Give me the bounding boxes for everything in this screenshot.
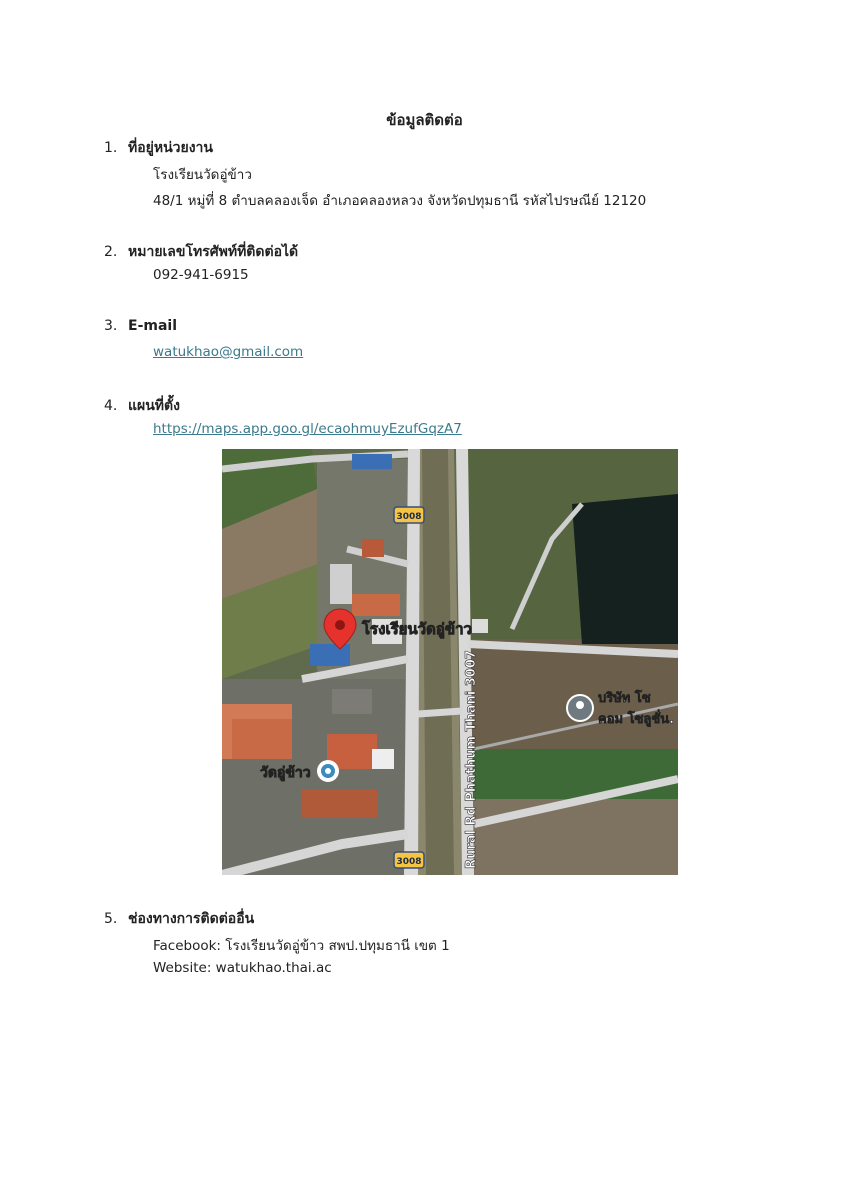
building-roof xyxy=(472,619,488,633)
route-badge xyxy=(394,852,424,868)
section-title: ที่อยู่หน่วยงาน xyxy=(128,140,213,156)
field-area xyxy=(467,749,678,799)
side-road xyxy=(418,711,462,714)
section-title: แผนที่ตั้ง xyxy=(128,398,180,414)
route-badge xyxy=(394,507,424,523)
pond xyxy=(572,494,678,644)
building-roof xyxy=(302,789,377,817)
route-badge-text: 3008 xyxy=(396,512,422,522)
route-badge-text: 3008 xyxy=(396,857,422,867)
section-heading-map xyxy=(104,395,180,417)
temple-map-label: วัดอู่ข้าว xyxy=(260,765,311,781)
building-roof xyxy=(310,644,350,666)
building-roof xyxy=(232,719,292,759)
section-title: E-mail xyxy=(128,318,178,334)
company-map-label: บริษัท โซ xyxy=(598,691,651,706)
phone-number: 092-941-6915 xyxy=(153,267,249,283)
temple-icon xyxy=(317,760,339,782)
satellite-map-image xyxy=(222,449,678,875)
building-roof xyxy=(332,689,372,714)
section-number: 4. xyxy=(104,398,118,414)
building-roof xyxy=(352,594,400,616)
school-map-label: โรงเรียนวัดอู่ข้าว xyxy=(362,620,472,638)
building-roof xyxy=(362,539,384,557)
section-number: 1. xyxy=(104,140,118,156)
company-map-label: คอม โซลูชั่น. xyxy=(598,712,675,727)
building-roof xyxy=(372,749,394,769)
place-pin-icon xyxy=(567,695,593,721)
website-line: Website: watukhao.thai.ac xyxy=(153,960,332,976)
section-number: 3. xyxy=(104,318,118,334)
school-address: 48/1 หมู่ที่ 8 ตำบลคลองเจ็ด อำเภอคลองหลวง จังหวัดปทุมธานี รหัสไปรษณีย์ 12120 xyxy=(153,193,647,209)
section-heading-email xyxy=(104,318,177,334)
map-graphic xyxy=(222,449,678,875)
section-heading-phone xyxy=(104,241,298,263)
section-heading-other-channels xyxy=(104,908,254,930)
section-title: ช่องทางการติดต่ออื่น xyxy=(128,911,255,927)
page-title: ข้อมูลติดต่อ xyxy=(386,111,463,129)
section-number: 2. xyxy=(104,244,118,260)
email-link[interactable]: watukhao@gmail.com xyxy=(153,344,304,360)
school-name: โรงเรียนวัดอู่ข้าว xyxy=(153,167,252,183)
building-roof xyxy=(330,564,352,604)
map-link[interactable]: https://maps.app.goo.gl/ecaohmuyEzufGqzA7 xyxy=(153,421,462,437)
road-label: Rural Rd Phathum Thani 3007 xyxy=(464,650,479,869)
facebook-line: Facebook: โรงเรียนวัดอู่ข้าว สพป.ปทุมธานี เขต 1 xyxy=(153,938,450,954)
section-number: 5. xyxy=(104,911,118,927)
section-title: หมายเลขโทรศัพท์ที่ติดต่อได้ xyxy=(128,244,299,260)
field-area xyxy=(467,799,678,875)
section-heading-address xyxy=(104,137,213,159)
building-roof xyxy=(352,454,392,469)
